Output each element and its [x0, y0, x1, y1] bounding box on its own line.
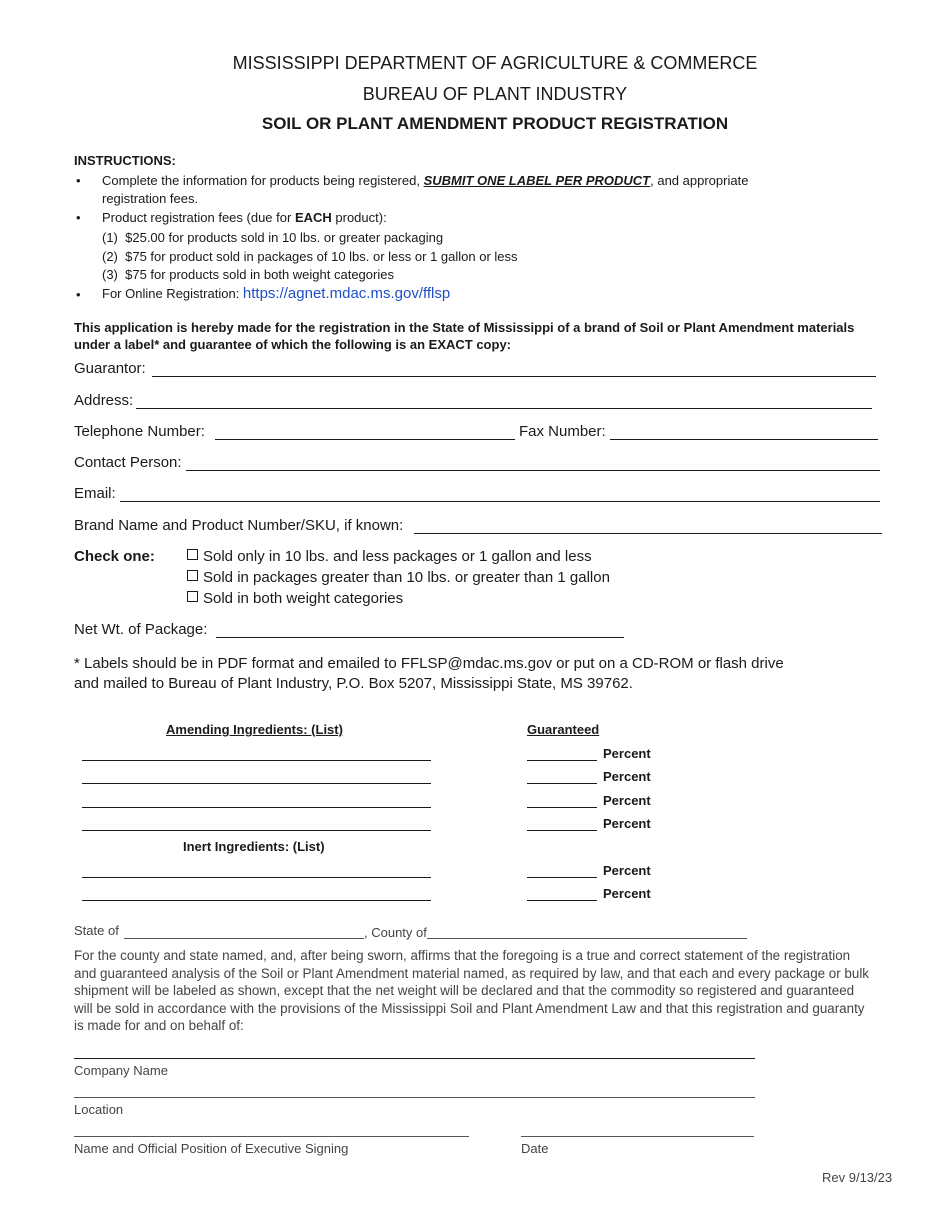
brand-name-label: Brand Name and Product Number/SKU, if known:	[74, 517, 404, 534]
bullet-icon: •	[76, 210, 81, 225]
amending-ingredient-field-1[interactable]	[82, 760, 431, 761]
percent-label: Percent	[603, 746, 651, 761]
instructions-heading: INSTRUCTIONS:	[74, 153, 176, 168]
amending-ingredients-heading: Amending Ingredients: (List)	[166, 722, 343, 737]
online-registration: For Online Registration: https://agnet.mdac.ms.gov/fflsp	[102, 285, 451, 302]
checkbox-icon[interactable]	[187, 591, 198, 602]
executive-signing-label: Name and Official Position of Executive Signing	[74, 1141, 349, 1156]
labels-note-line1: * Labels should be in PDF format and emailed to FFLSP@mdac.ms.gov or put on a CD-ROM or flash drive	[74, 655, 784, 672]
executive-signing-field[interactable]	[74, 1136, 469, 1137]
amending-ingredient-field-4[interactable]	[82, 830, 431, 831]
net-wt-field[interactable]	[216, 637, 624, 638]
telephone-field[interactable]	[215, 439, 515, 440]
check-option-3[interactable]: Sold in both weight categories	[187, 590, 403, 607]
labels-note-line2: and mailed to Bureau of Plant Industry, P.O. Box 5207, Mississippi State, MS 39762.	[74, 675, 633, 692]
date-label: Date	[521, 1141, 549, 1156]
amending-ingredient-field-3[interactable]	[82, 807, 431, 808]
contact-person-label: Contact Person:	[74, 454, 182, 471]
fee-item-1: (1) $25.00 for products sold in 10 lbs. or greater packaging	[102, 230, 444, 245]
company-name-field[interactable]	[74, 1058, 755, 1059]
application-statement-line2: under a label* and guarantee of which the following is an EXACT copy:	[74, 337, 511, 352]
submit-one-label-emphasis: SUBMIT ONE LABEL PER PRODUCT	[423, 173, 651, 188]
state-of-field[interactable]	[124, 938, 364, 939]
checkbox-icon[interactable]	[187, 549, 198, 560]
bullet-icon: •	[76, 287, 81, 302]
state-of-label: State of	[74, 923, 119, 938]
instruction-item-1: Complete the information for products being registered, SUBMIT ONE LABEL PER PRODUCT, and appropriate	[102, 173, 749, 188]
inert-percent-field-2[interactable]	[527, 900, 597, 901]
form-title: SOIL OR PLANT AMENDMENT PRODUCT REGISTRATION	[261, 114, 729, 133]
location-field[interactable]	[74, 1097, 755, 1098]
application-statement-line1: This application is hereby made for the registration in the State of Mississippi of a brand of Soil or Plant Amendment materials	[74, 320, 855, 335]
affidavit-text: For the county and state named, and, after being sworn, affirms that the foregoing is a true and correct statement of the registration and guaranteed analysis of the Soil or Plant Amendment material named, as required by law, and that each and every package or bulk shipment will be labeled as shown, except that the net weight will be declared and that the commodity so registered and guaranteed will be sold in accordance with the provisions of the Mississippi Soil and Plant Amendment Law and that this registration and guaranty is made for and on behalf of:	[74, 948, 869, 1033]
guaranteed-heading: Guaranteed	[527, 722, 600, 737]
instruction-item-1-line2: registration fees.	[102, 191, 199, 206]
guarantor-label: Guarantor:	[74, 360, 146, 377]
bureau-name: BUREAU OF PLANT INDUSTRY	[362, 84, 628, 104]
county-of-label: , County of	[364, 925, 427, 940]
amending-percent-field-3[interactable]	[527, 807, 597, 808]
check-one-label: Check one:	[74, 548, 155, 565]
address-field[interactable]	[136, 408, 872, 409]
percent-label: Percent	[603, 769, 651, 784]
percent-label: Percent	[603, 816, 651, 831]
instruction-item-2: Product registration fees (due for EACH product):	[102, 210, 387, 225]
company-name-label: Company Name	[74, 1063, 168, 1078]
bullet-icon: •	[76, 173, 81, 188]
fee-item-3: (3) $75 for products sold in both weight categories	[102, 267, 394, 282]
address-label: Address:	[74, 392, 134, 409]
checkbox-icon[interactable]	[187, 570, 198, 581]
email-label: Email:	[74, 485, 116, 502]
department-name: MISSISSIPPI DEPARTMENT OF AGRICULTURE & COMMERCE	[232, 53, 758, 73]
amending-percent-field-2[interactable]	[527, 783, 597, 784]
fee-item-2: (2) $75 for product sold in packages of 10 lbs. or less or 1 gallon or less	[102, 249, 518, 264]
check-option-1[interactable]: Sold only in 10 lbs. and less packages or 1 gallon and less	[187, 548, 592, 565]
guarantor-field[interactable]	[152, 376, 876, 377]
revision-label: Rev 9/13/23	[822, 1170, 893, 1185]
percent-label: Percent	[603, 863, 651, 878]
amending-ingredient-field-2[interactable]	[82, 783, 431, 784]
date-field[interactable]	[521, 1136, 754, 1137]
inert-ingredient-field-2[interactable]	[82, 900, 431, 901]
amending-percent-field-1[interactable]	[527, 760, 597, 761]
net-wt-label: Net Wt. of Package:	[74, 621, 208, 638]
telephone-label: Telephone Number:	[74, 423, 205, 440]
inert-ingredients-heading: Inert Ingredients: (List)	[183, 839, 325, 854]
brand-name-field[interactable]	[414, 533, 882, 534]
percent-label: Percent	[603, 886, 651, 901]
contact-person-field[interactable]	[186, 470, 880, 471]
percent-label: Percent	[603, 793, 651, 808]
fax-field[interactable]	[610, 439, 878, 440]
check-option-2[interactable]: Sold in packages greater than 10 lbs. or greater than 1 gallon	[187, 569, 610, 586]
email-field[interactable]	[120, 501, 880, 502]
online-registration-link[interactable]: https://agnet.mdac.ms.gov/fflsp	[242, 285, 451, 302]
fax-label: Fax Number:	[519, 423, 606, 440]
inert-ingredient-field-1[interactable]	[82, 877, 431, 878]
inert-percent-field-1[interactable]	[527, 877, 597, 878]
location-label: Location	[74, 1102, 124, 1117]
amending-percent-field-4[interactable]	[527, 830, 597, 831]
county-of-field[interactable]	[427, 938, 747, 939]
